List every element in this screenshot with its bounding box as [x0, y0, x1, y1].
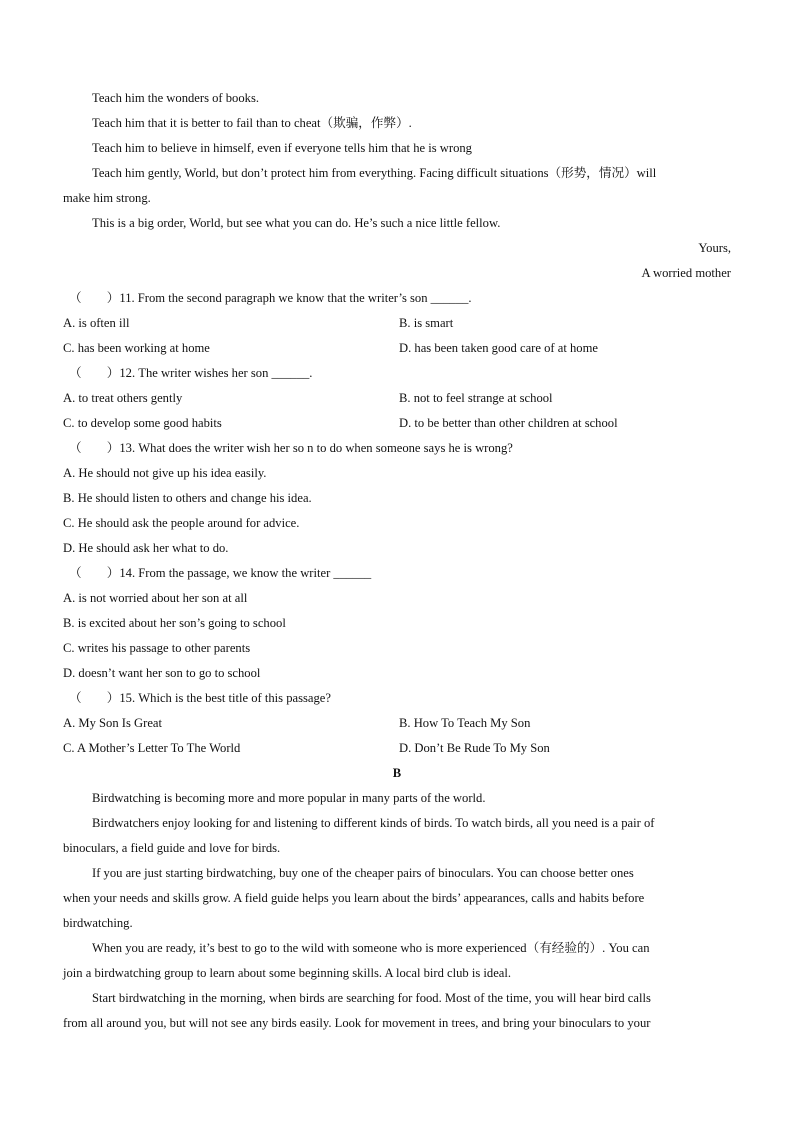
paragraph-line: join a birdwatching group to learn about some beginning skills. A local bird club is ideal.	[63, 966, 512, 980]
paragraph-line: This is a big order, World, but see what you can do. He’s such a nice little fellow.	[92, 216, 501, 230]
question-stem: （ ）14. From the passage, we know the writer ______	[69, 566, 372, 580]
option-d: D. doesn’t want her son to go to school	[63, 666, 261, 680]
question-11	[63, 286, 731, 361]
paragraph-line: Teach him the wonders of books.	[92, 91, 259, 105]
option-a: A. is not worried about her son at all	[63, 591, 248, 605]
option-d: D. He should ask her what to do.	[63, 541, 229, 555]
option-row	[63, 736, 731, 761]
option-d: D. has been taken good care of at home	[399, 341, 598, 355]
paragraph-line: binoculars, a field guide and love for birds.	[63, 841, 281, 855]
option-c: C. writes his passage to other parents	[63, 641, 251, 655]
paragraph-line: when your needs and skills grow. A field guide helps you learn about the birds’ appearances, calls and habits before	[63, 891, 645, 905]
question-stem: （ ）15. Which is the best title of this passage?	[69, 691, 331, 705]
question-stem: （ ）13. What does the writer wish her so n to do when someone says he is wrong?	[69, 441, 513, 455]
paragraph-line: If you are just starting birdwatching, buy one of the cheaper pairs of binoculars. You can choose better ones	[92, 866, 634, 880]
option-c: C. to develop some good habits	[63, 416, 222, 430]
option-d: D. to be better than other children at school	[399, 416, 618, 430]
option-a: A. My Son Is Great	[63, 716, 162, 730]
option-c: C. He should ask the people around for advice.	[63, 516, 300, 530]
option-b: B. is smart	[399, 316, 454, 330]
question-stem: （ ）11. From the second paragraph we know that the writer’s son ______.	[69, 291, 472, 305]
option-b: B. How To Teach My Son	[399, 716, 531, 730]
option-b: B. He should listen to others and change his idea.	[63, 491, 312, 505]
question-stem: （ ）12. The writer wishes her son ______.	[69, 366, 313, 380]
paragraph-line: When you are ready, it’s best to go to the wild with someone who is more experienced（有经验的）. You can	[92, 941, 650, 955]
document-page	[63, 86, 731, 1036]
paragraph-line: Teach him to believe in himself, even if everyone tells him that he is wrong	[92, 141, 472, 155]
option-c: C. has been working at home	[63, 341, 210, 355]
option-a: A. He should not give up his idea easily.	[63, 466, 267, 480]
option-row	[63, 336, 731, 361]
option-b: B. not to feel strange at school	[399, 391, 553, 405]
option-row	[63, 386, 731, 411]
paragraph-line: from all around you, but will not see any birds easily. Look for movement in trees, and bring your binoculars to your	[63, 1016, 651, 1030]
paragraph-line: Teach him gently, World, but don’t protect him from everything. Facing difficult situations（形势，情况）will	[92, 166, 657, 180]
option-a: A. is often ill	[63, 316, 130, 330]
option-row	[63, 311, 731, 336]
option-b: B. is excited about her son’s going to school	[63, 616, 286, 630]
option-d: D. Don’t Be Rude To My Son	[399, 741, 550, 755]
question-15	[63, 686, 731, 761]
option-a: A. to treat others gently	[63, 391, 183, 405]
passage-a-tail	[63, 86, 731, 286]
passage-b	[63, 761, 731, 1036]
option-row	[63, 411, 731, 436]
paragraph-line: Teach him that it is better to fail than to cheat（欺骗，作弊）.	[92, 116, 412, 130]
paragraph-line: Birdwatchers enjoy looking for and listening to different kinds of birds. To watch birds, all you need is a pair of	[92, 816, 655, 830]
paragraph-line: birdwatching.	[63, 916, 133, 930]
question-12	[63, 361, 731, 436]
paragraph-line: make him strong.	[63, 191, 151, 205]
section-heading: B	[392, 766, 402, 780]
letter-closing: Yours,	[698, 241, 731, 255]
option-c: C. A Mother’s Letter To The World	[63, 741, 241, 755]
paragraph-line: Start birdwatching in the morning, when birds are searching for food. Most of the time, you will hear bird calls	[92, 991, 651, 1005]
paragraph-line: Birdwatching is becoming more and more popular in many parts of the world.	[92, 791, 486, 805]
question-13	[63, 436, 731, 561]
letter-signature: A worried mother	[641, 266, 731, 280]
option-row	[63, 711, 731, 736]
question-14	[63, 561, 731, 686]
